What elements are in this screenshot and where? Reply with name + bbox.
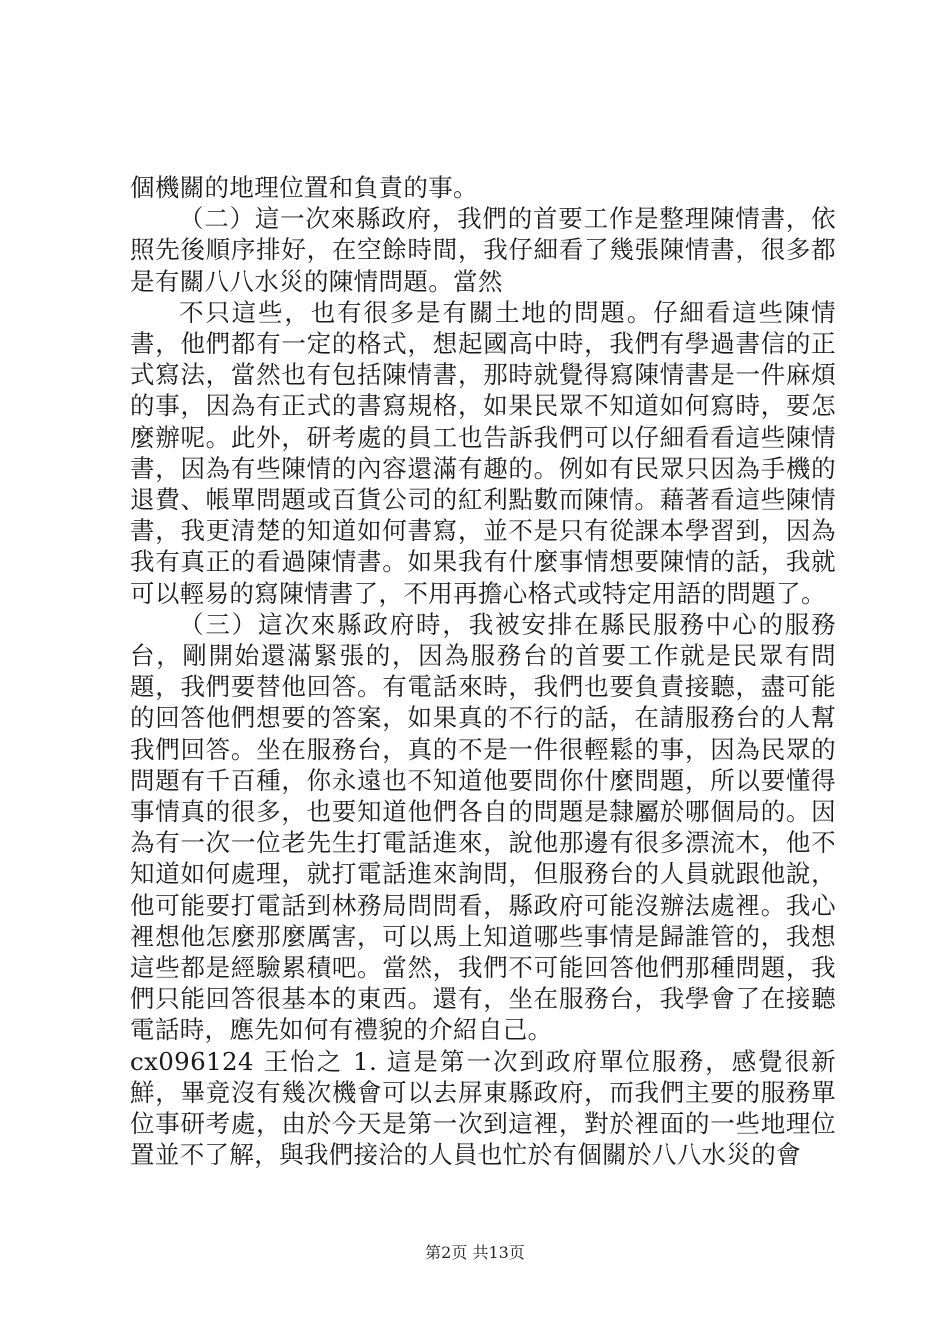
paragraph-3: 不只這些，也有很多是有關土地的問題。仔細看這些陳情書，他們都有一定的格式，想起國高中時，我們有學過書信的正式寫法，當然也有包括陳情書，那時就覺得寫陳情書是一件麻煩的事，因為有正式的書寫規格，如果民眾不知道如何寫時，要怎麼辦呢。此外，研考處的員工也告訴我們可以仔細看看這些陳情書，因為有些陳情的內容還滿有趣的。例如有民眾只因為手機的退費、帳單問題或百貨公司的紅利點數而陳情。藉著看這些陳情書，我更清楚的知道如何書寫，並不是只有從課本學習到，因為我有真正的看過陳情書。如果我有什麼事情想要陳情的話，我就可以輕易的寫陳情書了，不用再擔心格式或特定用語的問題了。: [130, 297, 836, 608]
paragraph-1: 個機關的地理位置和負責的事。: [130, 173, 478, 202]
paragraph-4: （三）這次來縣政府時，我被安排在縣民服務中心的服務台，剛開始還滿緊張的，因為服務台的首要工作就是民眾有問題，我們要替他回答。有電話來時，我們也要負責接聽，盡可能的回答他們想要的答案，如果真的不行的話，在請服務台的人幫我們回答。坐在服務台，真的不是一件很輕鬆的事，因為民眾的問題有千百種，你永遠也不知道他要問你什麼問題，所以要懂得事情真的很多，也要知道他們各自的問題是隸屬於哪個局的。因為有一次一位老先生打電話進來，說他那邊有很多漂流木，他不知道如何處理，就打電話進來詢問，但服務台的人員就跟他說，他可能要打電話到林務局問問看，縣政府可能沒辦法處裡。我心裡想他怎麼那麼厲害，可以馬上知道哪些事情是歸誰管的，我想這些都是經驗累積吧。當然，我們不可能回答他們那種問題，我們只能回答很基本的東西。還有，坐在服務台，我學會了在接聽電話時，應先如何有禮貌的介紹自己。: [130, 609, 836, 1045]
document-body: [130, 172, 836, 1171]
paragraph-5: cx096124 王怡之 1. 這是第一次到政府單位服務，感覺很新鮮，畢竟沒有幾次機會可以去屏東縣政府，而我們主要的服務單位事研考處，由於今天是第一次到這裡，對於裡面的一些地理位置並不了解，與我們接洽的人員也忙於有個關於八八水災的會: [130, 1046, 836, 1170]
page-number-footer: 第2页 共13页: [425, 1243, 525, 1262]
paragraph-2: （二）這一次來縣政府，我們的首要工作是整理陳情書，依照先後順序排好，在空餘時間，我仔細看了幾張陳情書，很多都是有關八八水災的陳情問題。當然: [130, 204, 836, 296]
